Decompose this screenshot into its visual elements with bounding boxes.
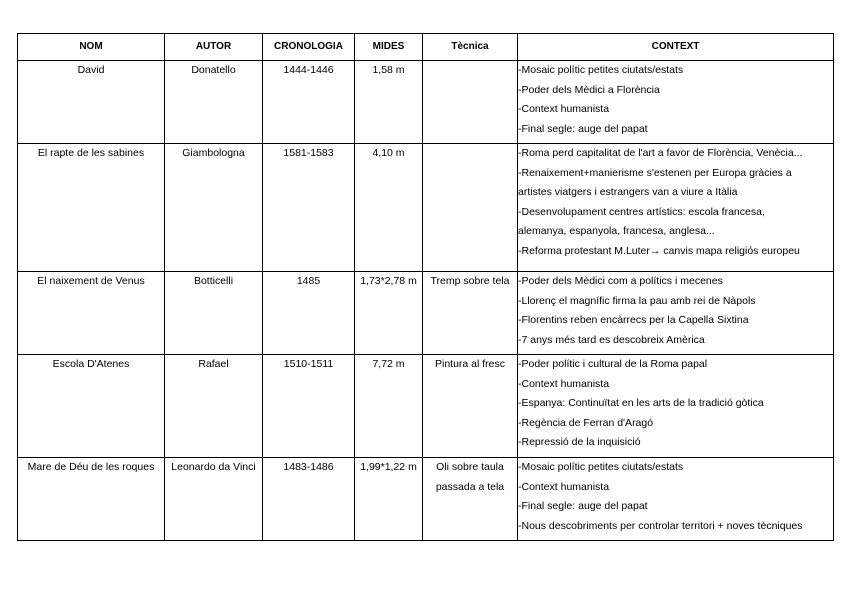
cell-tecnica (423, 144, 518, 272)
cell-mides: 1,99*1,22 m (355, 458, 423, 541)
technique-line: Oli sobre taula (436, 461, 504, 473)
context-line: -Reforma protestant M.Luter→ canvis mapa religiós europeu (518, 244, 800, 257)
cell-mides: 1,73*2,78 m (355, 272, 423, 355)
context-line: artistes viatgers i estrangers van a viure a Itàlia (518, 186, 738, 198)
context-line: alemanya, espanyola, francesa, anglesa... (518, 225, 715, 237)
cell-context (518, 144, 834, 272)
cell-mides: 1,58 m (355, 61, 423, 144)
cell-autor: Giambologna (165, 144, 263, 272)
cell-nom: Mare de Déu de les roques (18, 458, 165, 541)
context-line: -Poder dels Mèdici a Florència (518, 83, 660, 96)
cell-autor: Donatello (165, 61, 263, 144)
cell-autor: Rafael (165, 355, 263, 458)
cell-tecnica (423, 458, 518, 541)
cell-tecnica (423, 61, 518, 144)
context-line: -Mosaic polític petites ciutats/estats (518, 64, 684, 76)
cell-mides: 4,10 m (355, 144, 423, 272)
context-line: -Mosaic polític petites ciutats/estats (518, 461, 684, 473)
cell-cronologia: 1483-1486 (263, 458, 355, 541)
table-row (18, 144, 834, 272)
cell-context (518, 61, 834, 144)
cell-cronologia: 1510-1511 (263, 355, 355, 458)
context-line: -Poder dels Mèdici com a polítics i mecenes (518, 275, 723, 287)
header-autor: AUTOR (165, 34, 263, 61)
context-line: -Context humanista (518, 480, 610, 493)
cell-nom: Escola D'Atenes (18, 355, 165, 458)
cell-context (518, 355, 834, 458)
header-row (18, 34, 834, 61)
header-tecnica: Tècnica (423, 34, 518, 61)
table-row (18, 355, 834, 458)
cell-nom: El naixement de Venus (18, 272, 165, 355)
cell-tecnica (423, 355, 518, 458)
cell-autor: Botticelli (165, 272, 263, 355)
context-line: -Regència de Ferran d'Aragó (518, 416, 654, 429)
technique-line: passada a tela (435, 480, 505, 493)
cell-mides: 7,72 m (355, 355, 423, 458)
header-nom: NOM (18, 34, 165, 61)
cell-nom: David (18, 61, 165, 144)
cell-cronologia: 1444-1446 (263, 61, 355, 144)
artworks-table (17, 33, 834, 541)
context-line: -Renaixement+manierisme s'estenen per Europa gràcies a (518, 166, 792, 179)
cell-context (518, 272, 834, 355)
table-row (18, 61, 834, 144)
cell-tecnica (423, 272, 518, 355)
context-line: -Florentins reben encàrrecs per la Capella Sixtina (518, 314, 749, 326)
context-line: -Roma perd capitalitat de l'art a favor de Florència, Venècia... (518, 147, 803, 159)
technique-line: Pintura al fresc (434, 358, 506, 370)
cell-cronologia: 1581-1583 (263, 144, 355, 272)
context-line: -Desenvolupament centres artístics: escola francesa, (518, 205, 765, 218)
header-cronologia: CRONOLOGIA (263, 34, 355, 61)
context-line: -Espanya: Continuïtat en les arts de la tradició gòtica (518, 397, 764, 409)
cell-cronologia: 1485 (263, 272, 355, 355)
cell-nom: El rapte de les sabines (18, 144, 165, 272)
context-line: -Repressió de la inquisició (518, 436, 641, 448)
context-line: -Llorenç el magnífic firma la pau amb rei de Nàpols (518, 294, 756, 307)
cell-autor: Leonardo da Vinci (165, 458, 263, 541)
context-line: -Final segle: auge del papat (518, 500, 648, 512)
context-line: -7 anys més tard es descobreix Amèrica (518, 333, 705, 346)
header-context: CONTEXT (518, 34, 834, 61)
table-row (18, 458, 834, 541)
technique-line: Tremp sobre tela (430, 275, 510, 287)
context-line: -Context humanista (518, 103, 610, 115)
context-line: -Context humanista (518, 377, 610, 390)
table-row (18, 272, 834, 355)
header-mides: MIDES (355, 34, 423, 61)
document-page (17, 33, 834, 541)
context-line: -Final segle: auge del papat (518, 122, 648, 135)
context-line: -Nous descobriments per controlar territori + noves tècniques (518, 519, 803, 532)
context-line: -Poder polític i cultural de la Roma papal (518, 358, 708, 370)
cell-context (518, 458, 834, 541)
